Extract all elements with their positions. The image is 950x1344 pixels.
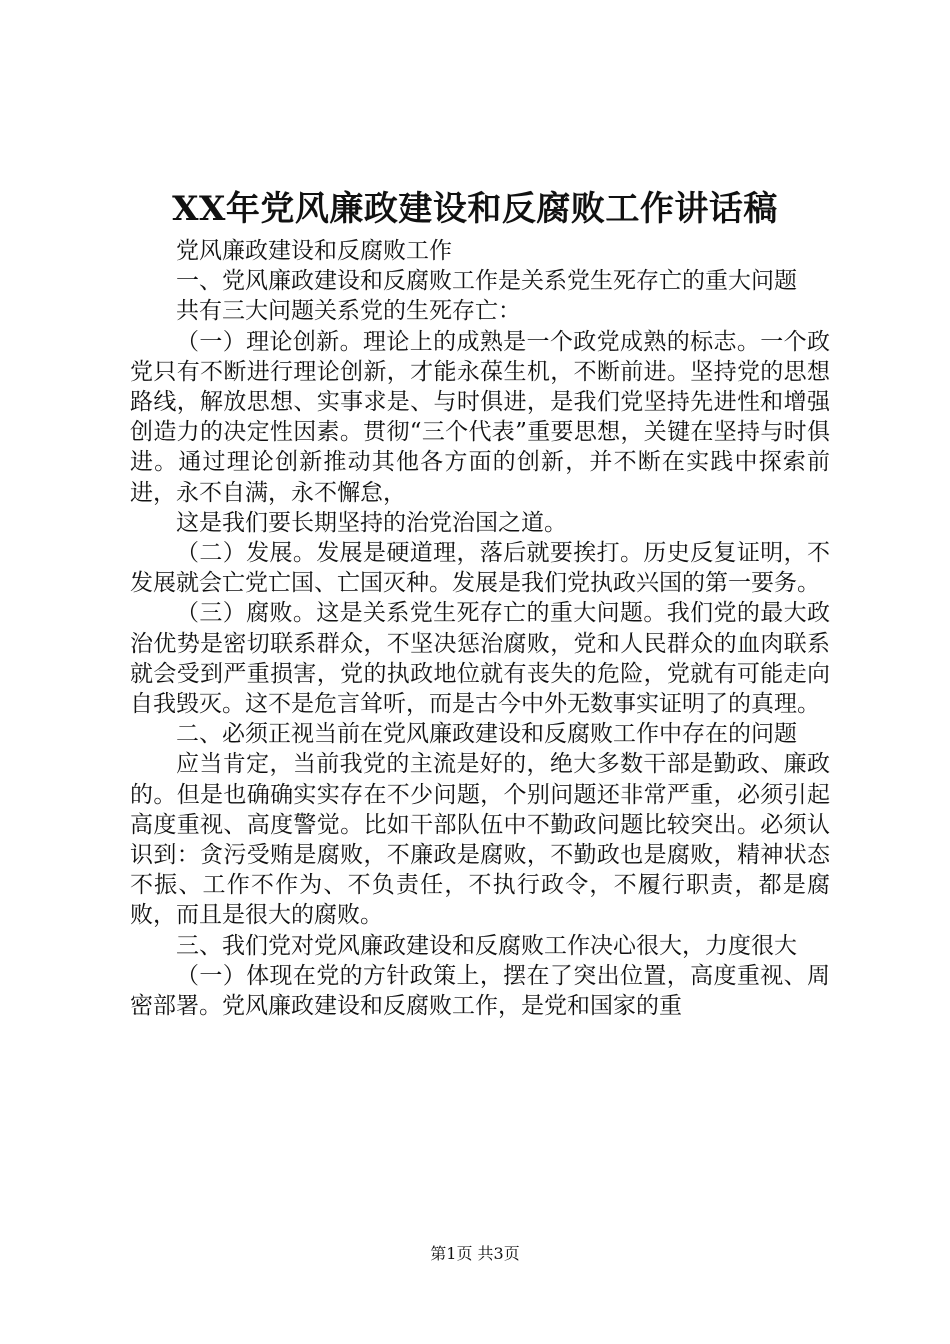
document-body xyxy=(130,236,830,1021)
paragraph-subtitle: 党风廉政建设和反腐败工作 xyxy=(176,238,452,264)
document-title: XX年党风廉政建设和反腐败工作讲话稿 xyxy=(172,189,778,229)
paragraph-corruption: （三）腐败。这是关系党生死存亡的重大问题。我们党的最大政治优势是密切联系群众，不坚决惩治腐败，党和人民群众的血肉联系就会受到严重损害，党的执政地位就有丧失的危险，党就有可能走向自我毁灭。这不是危言耸听，而是古今中外无数事实证明了的真理。 xyxy=(130,600,830,718)
paragraph-policy: （一）体现在党的方针政策上，摆在了突出位置，高度重视、周密部署。党风廉政建设和反腐败工作，是党和国家的重 xyxy=(130,962,830,1020)
paragraph-section-2-heading: 二、必须正视当前在党风廉政建设和反腐败工作中存在的问题 xyxy=(176,721,797,748)
paragraph-theory-innovation: （一）理论创新。理论上的成熟是一个政党成熟的标志。一个政党只有不断进行理论创新，才能永葆生机，不断前进。坚持党的思想路线，解放思想、实事求是、与时俱进，是我们党坚持先进性和增强创造力的决定性因素。贯彻“三个代表”重要思想，关键在坚持与时俱进。通过理论创新推动其他各方面的创新，并不断在实践中探索前进，永不自满，永不懈怠， xyxy=(130,328,830,506)
paragraph-current-problems: 应当肯定，当前我党的主流是好的，绝大多数干部是勤政、廉政的。但是也确确实实存在不少问题，个别问题还非常严重，必须引起高度重视、高度警觉。比如干部队伍中不勤政问题比较突出。必须认识到：贪污受贿是腐败，不廉政是腐败，不勤政也是腐败，精神状态不振、工作不作为、不负责任，不执行政令，不履行职责，都是腐败，而且是很大的腐败。 xyxy=(130,751,830,929)
paragraph-intro: 共有三大问题关系党的生死存亡： xyxy=(176,298,521,325)
page-number-footer: 第1页 共3页 xyxy=(430,1244,520,1263)
paragraph-development: （二）发展。发展是硬道理，落后就要挨打。历史反复证明，不发展就会亡党亡国、亡国灭种。发展是我们党执政兴国的第一要务。 xyxy=(130,540,830,597)
paragraph-governance-path: 这是我们要长期坚持的治党治国之道。 xyxy=(176,509,567,536)
paragraph-section-3-heading: 三、我们党对党风廉政建设和反腐败工作决心很大，力度很大 xyxy=(176,932,797,959)
paragraph-section-1-heading: 一、党风廉政建设和反腐败工作是关系党生死存亡的重大问题 xyxy=(176,268,797,295)
